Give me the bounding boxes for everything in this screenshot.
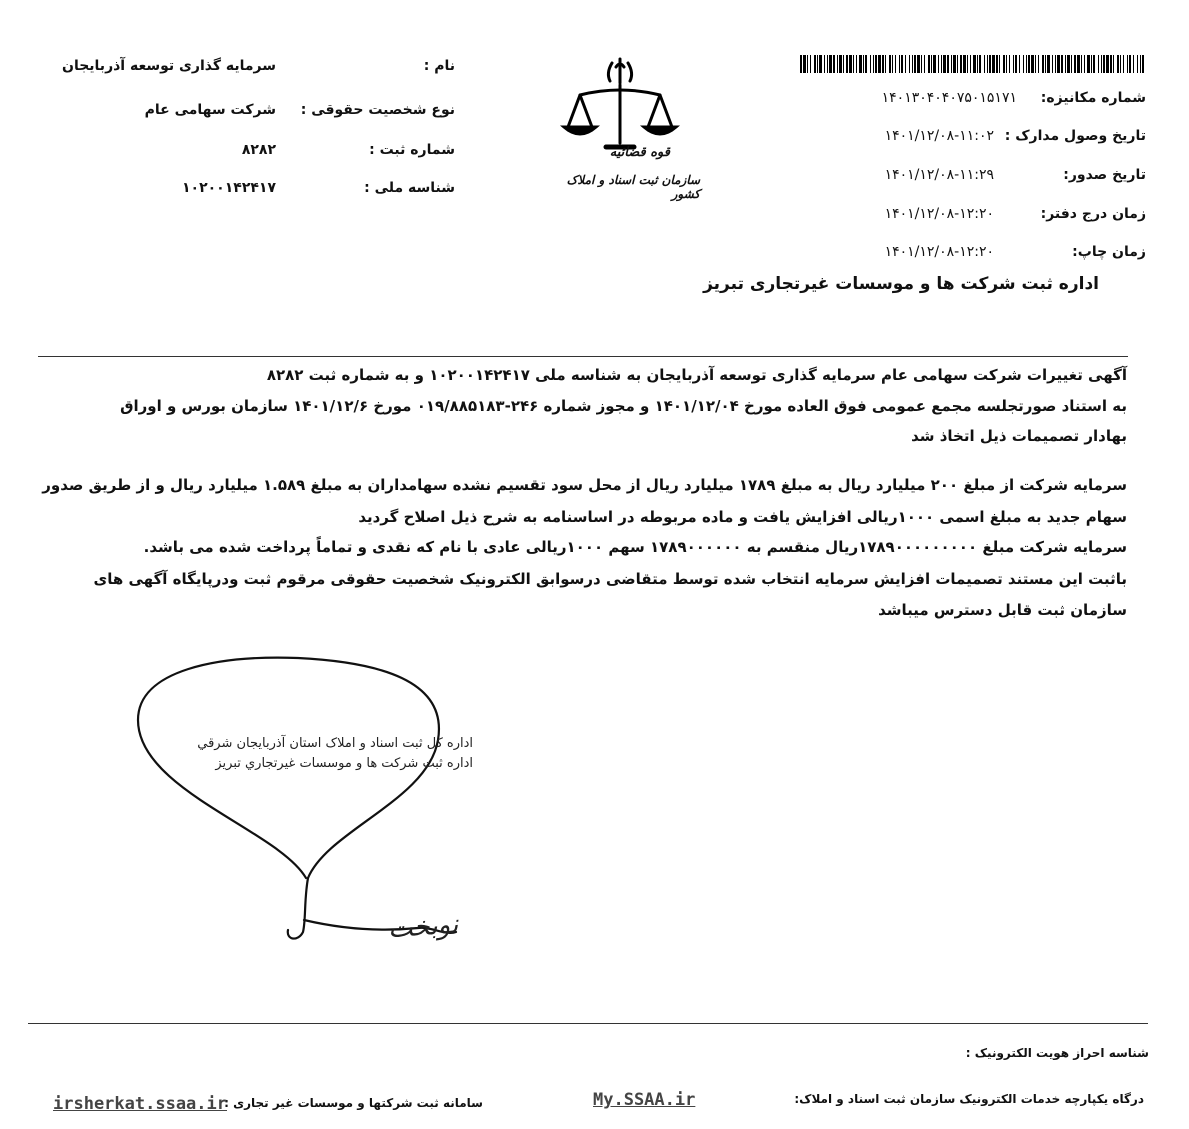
barcode-bar xyxy=(912,55,913,73)
notice-line-7: باثبت این مستند تصمیمات افزایش سرمایه انتخاب شده توسط متقاضی درسوابق الکترونیک شخصیت حقوقی مرقوم ثبت ودرپایگاه آگهی های xyxy=(93,570,1127,588)
barcode-bar xyxy=(1123,55,1124,73)
barcode-bar xyxy=(859,55,862,73)
barcode-bar xyxy=(1047,55,1050,73)
barcode-bar xyxy=(1103,55,1105,73)
barcode-bar xyxy=(839,55,842,73)
barcode-bar xyxy=(870,55,871,73)
barcode-bar xyxy=(987,55,988,73)
notice-line-4: سرمایه شرکت از مبلغ ۲۰۰ میلیارد ریال به مبلغ ۱۷۸۹ میلیارد ریال از محل سود تقسیم نشده سهامداران به مبلغ ۱.۵۸۹ میلیارد ریال و از طریق صدور xyxy=(42,476,1127,494)
stamp-line-2: اداره ثبت شرکت ها و موسسات غيرتجاري تبريز xyxy=(215,756,473,771)
barcode-bar xyxy=(1120,55,1121,73)
barcode-bar xyxy=(1061,55,1063,73)
barcode-bar xyxy=(1091,55,1092,73)
barcode-bar xyxy=(1117,55,1119,73)
documents-received-date-label: تاریخ وصول مدارک : xyxy=(1004,128,1146,144)
barcode-bar xyxy=(1026,55,1027,73)
documents-received-date-value: ۱۴۰۱/۱۲/۰۸-۱۱:۰۲ xyxy=(884,128,994,144)
barcode-bar xyxy=(970,55,971,73)
barcode-bar xyxy=(878,55,881,73)
barcode-bar xyxy=(1113,55,1114,73)
stamp-line-1: اداره کل ثبت اسناد و املاک استان آذربایجان شرقي xyxy=(197,736,473,751)
print-time-label: زمان چاپ: xyxy=(1072,244,1146,260)
barcode-bar xyxy=(1081,55,1082,73)
portal-link[interactable]: My.SSAA.ir xyxy=(593,1090,696,1110)
barcode-bar xyxy=(963,55,966,73)
notice-line-1: آگهی تغییرات شرکت سهامی عام سرمایه گذاری توسعه آذربایجان به شناسه ملی ۱۰۲۰۰۱۴۲۴۱۷ و به شماره ثبت ۸۲۸۲ xyxy=(266,366,1127,384)
barcode-bar xyxy=(943,55,946,73)
notice-line-2: به استناد صورتجلسه مجمع عمومی فوق العاده مورخ ۱۴۰۱/۱۲/۰۴ و مجوز شماره ۲۴۶-۰۱۹/۸۸۵۱۸۳ مورخ ۱۴۰۱/۱۲/۶ سازمان بورس و اوراق xyxy=(120,397,1127,415)
barcode-bar xyxy=(824,55,825,73)
barcode-bar xyxy=(1074,55,1076,73)
barcode-bar xyxy=(931,55,932,73)
barcode-bar xyxy=(957,55,958,73)
barcode-bar xyxy=(1057,55,1060,73)
national-id-value: ۱۰۲۰۰۱۴۲۴۱۷ xyxy=(182,180,276,196)
barcode-bar xyxy=(1003,55,1005,73)
barcode-bar xyxy=(953,55,956,73)
notice-line-8: سازمان ثبت قابل دسترس میباشد xyxy=(878,601,1127,619)
barcode-bar xyxy=(1093,55,1095,73)
company-name-value: سرمایه گذاری توسعه آذربایجان xyxy=(62,58,276,74)
barcode-bar xyxy=(1038,55,1039,73)
barcode-bar xyxy=(873,55,874,73)
issue-date-value: ۱۴۰۱/۱۲/۰۸-۱۱:۲۹ xyxy=(884,167,994,183)
barcode-bar xyxy=(960,55,962,73)
barcode-bar xyxy=(933,55,936,73)
barcode-bar xyxy=(941,55,942,73)
barcode-bar xyxy=(928,55,930,73)
barcode-bar xyxy=(833,55,835,73)
barcode-bar xyxy=(863,55,864,73)
barcode-bar xyxy=(921,55,922,73)
barcode-bar xyxy=(947,55,949,73)
barcode-bar xyxy=(1065,55,1066,73)
barcode-bar xyxy=(1098,55,1099,73)
name-label: نام : xyxy=(423,58,455,74)
barcode-bar xyxy=(882,55,884,73)
barcode-bar xyxy=(999,55,1000,73)
barcode-bar xyxy=(865,55,867,73)
barcode-bar xyxy=(1009,55,1010,73)
barcode-bars xyxy=(800,55,1145,73)
barcode-bar xyxy=(875,55,877,73)
barcode-bar xyxy=(909,55,910,73)
registry-entry-time-value: ۱۴۰۱/۱۲/۰۸-۱۲:۲۰ xyxy=(884,206,994,222)
barcode-bar xyxy=(885,55,886,73)
barcode-bar xyxy=(967,55,968,73)
barcode-bar xyxy=(800,55,802,73)
issue-date-label: تاریخ صدور: xyxy=(1063,167,1146,183)
barcode-bar xyxy=(1071,55,1072,73)
barcode-bar xyxy=(914,55,916,73)
barcode-bar xyxy=(849,55,852,73)
emblem-subtitle: سازمان ثبت اسناد و املاک کشور xyxy=(566,173,700,201)
barcode-bar xyxy=(1042,55,1044,73)
notice-line-6: سرمایه شرکت مبلغ ۱۷۸۹۰۰۰۰۰۰۰۰۰ریال منقسم به ۱۷۸۹۰۰۰۰۰۰ سهم ۱۰۰۰ریالی عادی با نام که نقدی و تماماً پرداخت شده می باشد. xyxy=(143,538,1127,556)
barcode-bar xyxy=(1006,55,1007,73)
barcode-bar xyxy=(819,55,822,73)
mechanized-number-label: شماره مکانیزه: xyxy=(1040,90,1146,106)
barcode-bar xyxy=(846,55,848,73)
barcode-bar xyxy=(853,55,854,73)
office-title: اداره ثبت شرکت ها و موسسات غیرتجاری تبریز xyxy=(703,274,1099,294)
barcode-bar xyxy=(827,55,828,73)
barcode-bar xyxy=(899,55,900,73)
header-divider xyxy=(38,356,1128,357)
notice-line-5: سهام جدید به مبلغ اسمی ۱۰۰۰ریالی افزایش یافت و ماده مربوطه در اساسنامه به شرح ذیل اصلاح گردید xyxy=(358,508,1127,526)
barcode-bar xyxy=(989,55,991,73)
barcode-bar xyxy=(984,55,985,73)
print-time-value: ۱۴۰۱/۱۲/۰۸-۱۲:۲۰ xyxy=(884,244,994,260)
barcode-bar xyxy=(837,55,838,73)
barcode-bar xyxy=(1019,55,1020,73)
barcode-bar xyxy=(917,55,920,73)
barcode-bar xyxy=(1028,55,1030,73)
barcode-bar xyxy=(892,55,893,73)
barcode-bar xyxy=(977,55,978,73)
barcode-bar xyxy=(1055,55,1056,73)
barcode-bar xyxy=(829,55,832,73)
barcode-bar xyxy=(889,55,891,73)
barcode-bar xyxy=(905,55,906,73)
legal-entity-type-label: نوع شخصیت حقوقی : xyxy=(300,102,455,118)
barcode-bar xyxy=(814,55,816,73)
emblem-title: قوه قضائیه xyxy=(609,145,670,160)
barcode-bar xyxy=(1067,55,1070,73)
barcode-bar xyxy=(1140,55,1141,73)
mechanized-number-value: ۱۴۰۱۳۰۴۰۴۰۷۵۰۱۵۱۷۱ xyxy=(881,90,1017,106)
signature: نوبخت xyxy=(386,909,459,945)
barcode-bar xyxy=(1052,55,1053,73)
barcode-bar xyxy=(901,55,903,73)
barcode-bar xyxy=(924,55,925,73)
barcode-bar xyxy=(1077,55,1080,73)
barcode-bar xyxy=(1087,55,1090,73)
barcode-bar xyxy=(817,55,818,73)
company-registration-system-label: سامانه ثبت شرکتها و موسسات غیر تجاری : xyxy=(224,1096,483,1110)
portal-label: درگاه یکپارچه خدمات الکترونیک سازمان ثبت اسناد و املاک: xyxy=(794,1092,1144,1106)
barcode-bar xyxy=(996,55,998,73)
barcode-bar xyxy=(1106,55,1109,73)
notice-line-3: بهادار تصمیمات ذیل اتخاذ شد xyxy=(911,427,1127,445)
barcode-bar xyxy=(992,55,995,73)
barcode-bar xyxy=(1101,55,1102,73)
barcode-bar xyxy=(895,55,896,73)
judiciary-emblem xyxy=(540,55,700,200)
registry-entry-time-label: زمان درج دفتر: xyxy=(1040,206,1146,222)
barcode-bar xyxy=(1015,55,1017,73)
barcode-bar xyxy=(807,55,808,73)
registration-number-value: ۸۲۸۲ xyxy=(241,142,276,158)
national-id-label: شناسه ملی : xyxy=(364,180,455,196)
barcode-bar xyxy=(810,55,811,73)
legal-entity-type-value: شرکت سهامی عام xyxy=(144,102,276,118)
footer-divider xyxy=(28,1023,1148,1024)
registration-number-label: شماره ثبت : xyxy=(369,142,455,158)
electronic-identity-label: شناسه احراز هویت الکترونیک : xyxy=(965,1046,1149,1060)
barcode-bar xyxy=(1110,55,1112,73)
barcode-bar xyxy=(803,55,806,73)
barcode-bar xyxy=(1133,55,1134,73)
official-stamp xyxy=(128,650,488,970)
barcode-bar xyxy=(1013,55,1014,73)
barcode xyxy=(800,55,1145,73)
barcode-bar xyxy=(1127,55,1128,73)
barcode-bar xyxy=(1142,55,1144,73)
barcode-bar xyxy=(979,55,981,73)
barcode-bar xyxy=(1035,55,1036,73)
barcode-bar xyxy=(1129,55,1131,73)
barcode-bar xyxy=(1084,55,1085,73)
barcode-bar xyxy=(1031,55,1034,73)
barcode-bar xyxy=(938,55,939,73)
barcode-bar xyxy=(843,55,844,73)
barcode-bar xyxy=(856,55,857,73)
barcode-bar xyxy=(1045,55,1046,73)
company-registration-system-link[interactable]: irsherkat.ssaa.ir xyxy=(53,1094,227,1114)
barcode-bar xyxy=(951,55,952,73)
barcode-bar xyxy=(973,55,976,73)
barcode-bar xyxy=(1023,55,1024,73)
barcode-bar xyxy=(1137,55,1138,73)
